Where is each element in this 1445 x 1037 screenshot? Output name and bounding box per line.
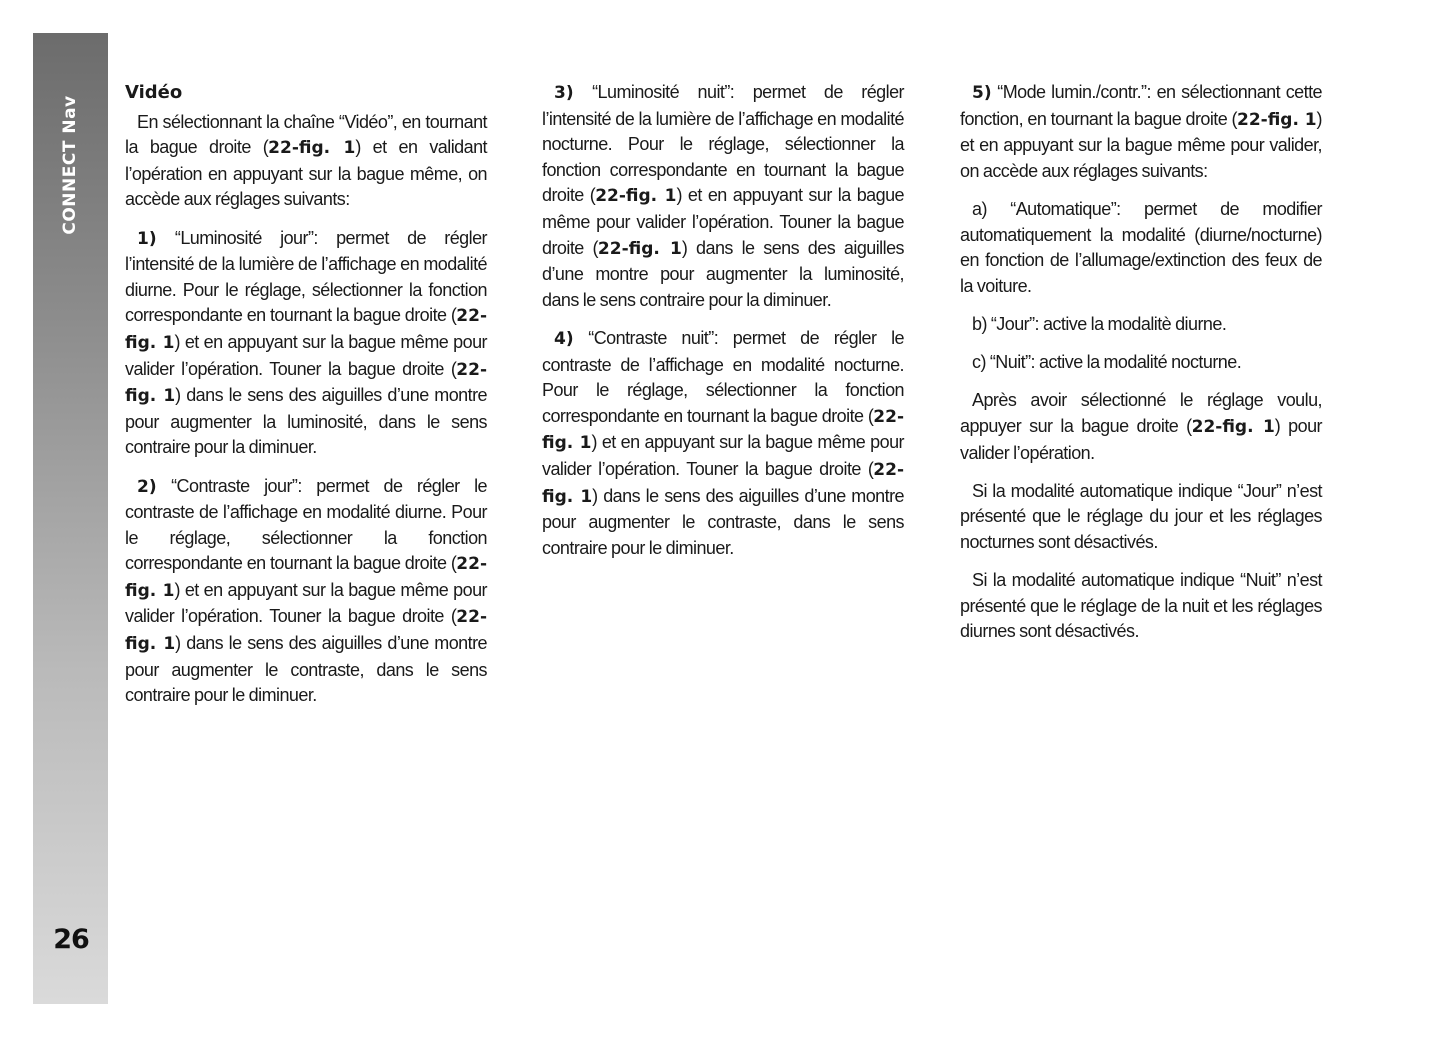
text-run: ) et en appuyant sur la bague même pour valider l’opération. Touner la bague droite ( (125, 579, 487, 627)
text-run: Si la modalité automatique indique “Nuit” n’est présenté que le réglage de la nuit et les réglages diurnes sont désactivés. (960, 570, 1322, 642)
paragraph (960, 312, 1322, 338)
text-run: “Luminosité nuit”: permet de régler l’intensité de la lumière de l’affichage en modalité nocturne. Pour le réglage, sélectionner la fonction correspondante en tournant la bague droite ( (542, 82, 904, 206)
paragraph (542, 80, 904, 313)
figure-reference: 22-fig. 1 (268, 138, 356, 159)
text-column-2 (542, 80, 904, 574)
paragraph (125, 110, 487, 213)
text-run: ) dans le sens des aiguilles d’une montre pour augmenter le contraste, dans le sens contraire pour le diminuer. (542, 485, 904, 558)
figure-reference: 22-fig. 1 (125, 607, 487, 655)
text-column-1 (125, 80, 487, 721)
figure-reference: 22-fig. 1 (125, 306, 487, 353)
text-run: ) et en appuyant sur la bague même pour valider, on accède aux réglages suivants: (960, 108, 1322, 181)
text-run: “Contraste jour”: permet de régler le contraste de l’affichage en modalité diurne. Pour le réglage, sélectionner la fonction correspondante en tournant la bague droite ( (125, 475, 487, 574)
section-tab (52, 80, 88, 250)
paragraph (542, 326, 904, 561)
text-run: b) “Jour”: active la modalitè diurne. (972, 313, 1227, 334)
figure-reference: 22-fig. 1 (542, 406, 904, 454)
item-number: 3) (554, 83, 574, 103)
paragraph (960, 350, 1322, 376)
item-number: 2) (137, 476, 157, 497)
item-number: 4) (554, 328, 574, 349)
paragraph (960, 388, 1322, 466)
text-column-3 (960, 80, 1322, 657)
item-number: 5) (972, 83, 992, 103)
text-run: ) pour valider l’opération. (960, 415, 1322, 463)
text-run: “Mode lumin./contr.”: en sélectionnant cette fonction, en tournant la bague droite ( (960, 82, 1322, 129)
paragraph (125, 474, 487, 709)
text-run: ) dans le sens des aiguilles d’une montre pour augmenter le contraste, dans le sens contraire pour le diminuer. (125, 633, 487, 706)
text-run: a) “Automatique”: permet de modifier automatiquement la modalité (diurne/nocturne) en fonction de l’allumage/extinction des feux de la voiture. (960, 198, 1322, 296)
text-run: “Contraste nuit”: permet de régler le contraste de l’affichage en modalité nocturne. Pour le réglage, sélectionner la fonction correspondante en tournant la bague droite ( (542, 327, 904, 426)
figure-reference: 22-fig. 1 (1236, 109, 1317, 130)
text-run: ) dans le sens des aiguilles d’une montre pour augmenter la luminosité, dans le sens contraire pour la diminuer. (125, 385, 487, 458)
figure-reference: 22-fig. 1 (125, 554, 487, 601)
paragraph (960, 568, 1322, 645)
figure-reference: 22-fig. 1 (542, 459, 904, 507)
text-run: “Luminosité jour”: permet de régler l’intensité de la lumière de l’affichage en modalité diurne. Pour le réglage, sélectionner la fonction correspondante en tournant la bague droite ( (125, 227, 487, 326)
text-run: ) et en validant l’opération en appuyant sur la bague même, on accède aux réglages suivants: (125, 137, 487, 210)
figure-reference: 22-fig. 1 (125, 359, 487, 407)
item-number: 1) (137, 228, 157, 249)
figure-reference: 22-fig. 1 (595, 186, 677, 207)
text-run: Si la modalité automatique indique “Jour” n’est présenté que le réglage du jour et les réglages nocturnes sont désactivés. (960, 480, 1322, 552)
page-number: 26 (53, 924, 89, 955)
text-run: c) “Nuit”: active la modalité nocturne. (972, 352, 1242, 373)
section-title: CONNECT Nav (60, 95, 80, 235)
paragraph (960, 197, 1322, 299)
paragraph (960, 80, 1322, 184)
text-run: ) et en appuyant sur la bague même pour valider l’opération. Touner la bague droite ( (542, 185, 905, 258)
text-run: En sélectionnant la chaîne “Vidéo”, en tournant la bague droite ( (125, 111, 487, 158)
paragraph (125, 226, 487, 461)
text-run: ) dans le sens des aiguilles d’une montre pour augmenter la luminosité, dans le sens contraire pour la diminuer. (542, 237, 904, 310)
text-run: ) et en appuyant sur la bague même pour valider l’opération. Touner la bague droite ( (125, 331, 487, 379)
figure-reference: 22-fig. 1 (1191, 416, 1275, 437)
text-run: Après avoir sélectionné le réglage voulu, appuyer sur la bague droite ( (960, 390, 1322, 436)
section-heading: Vidéo (125, 82, 183, 103)
figure-reference: 22-fig. 1 (597, 238, 682, 259)
text-run: ) et en appuyant sur la bague même pour valider l’opération. Touner la bague droite ( (542, 432, 904, 479)
paragraph (960, 479, 1322, 556)
